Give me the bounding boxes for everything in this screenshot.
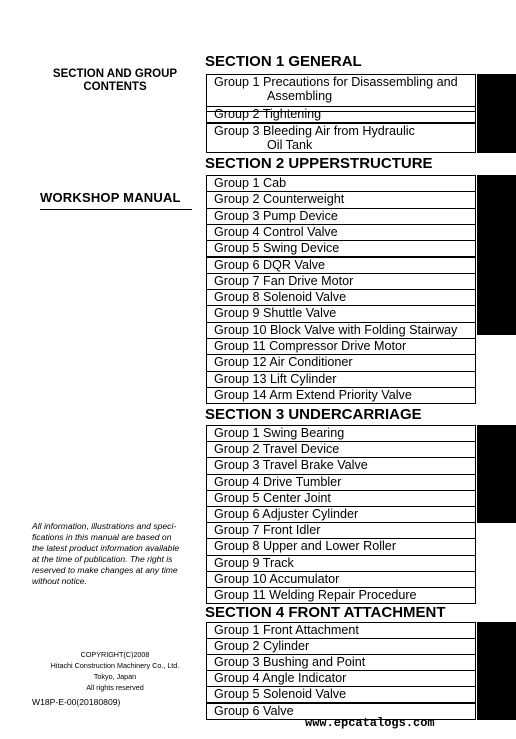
notice-line: All information, illustrations and speci- (32, 521, 177, 531)
group-label: Group 5 Center Joint (214, 490, 331, 505)
notice-line: reserved to make changes at any time (32, 565, 178, 575)
group-entry[interactable] (206, 224, 476, 241)
group-label: Group 6 Valve (214, 703, 294, 718)
group-label: Group 11 Compressor Drive Motor (214, 339, 407, 353)
group-label: Group 10 Accumulator (214, 571, 340, 586)
workshop-manual-title: WORKSHOP MANUAL (40, 190, 192, 210)
group-entry[interactable] (206, 622, 476, 639)
notice-line: at the time of publication. The right is (32, 554, 173, 564)
group-label: Group 1 Cab (214, 176, 287, 190)
group-label: Group 3 Pump Device (214, 208, 338, 223)
copyright-line: COPYRIGHT(C)2008 (80, 650, 150, 659)
group-label: Group 2 Tightening (214, 107, 322, 121)
section-title: SECTION 2 UPPERSTRUCTURE (205, 155, 433, 172)
contents-heading-line2: CONTENTS (83, 81, 147, 93)
group-label: Group 7 Front Idler (214, 523, 321, 538)
notice-text (32, 521, 200, 587)
group-label: Group 1 Precautions for Disassembling and (214, 75, 458, 89)
group-label: Group 1 Front Attachment (214, 623, 359, 637)
group-entry[interactable] (206, 354, 476, 371)
copyright-line: All rights reserved (86, 683, 144, 692)
group-entry[interactable] (206, 191, 476, 208)
contents-heading-line1: SECTION AND GROUP (52, 68, 178, 80)
watermark-url: www.epcatalogs.com (305, 716, 435, 730)
section-index-tab (477, 622, 516, 720)
group-label: Group 6 Adjuster Cylinder (214, 507, 359, 521)
group-entry[interactable] (206, 322, 476, 339)
group-entry[interactable] (206, 106, 476, 123)
section-index-tab (477, 270, 516, 335)
group-entry[interactable] (206, 387, 476, 404)
group-label: Group 9 Track (214, 555, 294, 570)
group-entry[interactable] (206, 638, 476, 655)
group-label: Group 6 DQR Valve (214, 257, 326, 272)
contents-heading (40, 68, 190, 94)
group-entry[interactable] (206, 289, 476, 306)
group-label: Group 2 Travel Device (214, 442, 340, 457)
section-title: SECTION 3 UNDERCARRIAGE (205, 406, 422, 423)
group-entry[interactable] (206, 123, 476, 153)
group-label: Group 1 Swing Bearing (214, 426, 345, 440)
group-entry[interactable] (206, 555, 476, 572)
group-entry[interactable] (206, 654, 476, 671)
group-label: Group 12 Air Conditioner (214, 355, 353, 370)
group-entry[interactable] (206, 208, 476, 225)
group-label-continued: Oil Tank (267, 137, 313, 152)
group-entry[interactable] (206, 257, 476, 274)
group-label: Group 4 Angle Indicator (214, 671, 347, 686)
group-entry[interactable] (206, 474, 476, 491)
notice-line: fications in this manual are based on (32, 532, 172, 542)
section-index-tab (477, 74, 516, 153)
group-entry[interactable] (206, 457, 476, 474)
group-entry[interactable] (206, 587, 476, 604)
group-label: Group 13 Lift Cylinder (214, 371, 337, 386)
document-number: W18P-E-00(20180809) (32, 697, 121, 707)
group-entry[interactable] (206, 175, 476, 192)
copyright-block (40, 649, 190, 693)
group-label: Group 10 Block Valve with Folding Stairway (214, 322, 458, 337)
group-entry[interactable] (206, 425, 476, 442)
group-label: Group 9 Shuttle Valve (214, 306, 337, 321)
group-entry[interactable] (206, 571, 476, 588)
group-entry[interactable] (206, 305, 476, 322)
group-label: Group 4 Drive Tumbler (214, 474, 342, 489)
group-label: Group 3 Bleeding Air from Hydraulic (214, 124, 415, 138)
section-title: SECTION 4 FRONT ATTACHMENT (205, 604, 446, 621)
group-label: Group 5 Swing Device (214, 241, 340, 256)
group-entry[interactable] (206, 522, 476, 539)
copyright-line: Tokyo, Japan (93, 672, 137, 681)
group-entry[interactable] (206, 273, 476, 290)
group-label: Group 3 Bushing and Point (214, 655, 366, 670)
section-title: SECTION 1 GENERAL (205, 53, 362, 70)
group-label: Group 2 Cylinder (214, 639, 310, 654)
group-label: Group 5 Solenoid Valve (214, 687, 347, 702)
group-entry[interactable] (206, 538, 476, 555)
notice-line: without notice. (32, 576, 87, 586)
notice-line: the latest product information available (32, 543, 180, 553)
group-entry[interactable] (206, 490, 476, 507)
group-label: Group 8 Solenoid Valve (214, 290, 347, 305)
group-label: Group 8 Upper and Lower Roller (214, 539, 397, 554)
group-label: Group 3 Travel Brake Valve (214, 458, 368, 473)
group-label: Group 7 Fan Drive Motor (214, 273, 354, 288)
section-index-tab (477, 425, 516, 523)
group-entry[interactable] (206, 506, 476, 523)
group-entry[interactable] (206, 240, 476, 257)
group-label: Group 11 Welding Repair Procedure (214, 588, 417, 602)
section-index-tab (477, 175, 516, 270)
group-entry[interactable] (206, 686, 476, 703)
copyright-line: Hitachi Construction Machinery Co., Ltd. (50, 661, 180, 670)
group-entry[interactable] (206, 338, 476, 355)
group-label: Group 2 Counterweight (214, 192, 345, 207)
group-label: Group 4 Control Valve (214, 224, 338, 239)
group-label-continued: Assembling (267, 88, 333, 103)
group-entry[interactable] (206, 670, 476, 687)
group-entry[interactable] (206, 371, 476, 388)
group-label: Group 14 Arm Extend Priority Valve (214, 387, 412, 402)
group-entry[interactable] (206, 441, 476, 458)
